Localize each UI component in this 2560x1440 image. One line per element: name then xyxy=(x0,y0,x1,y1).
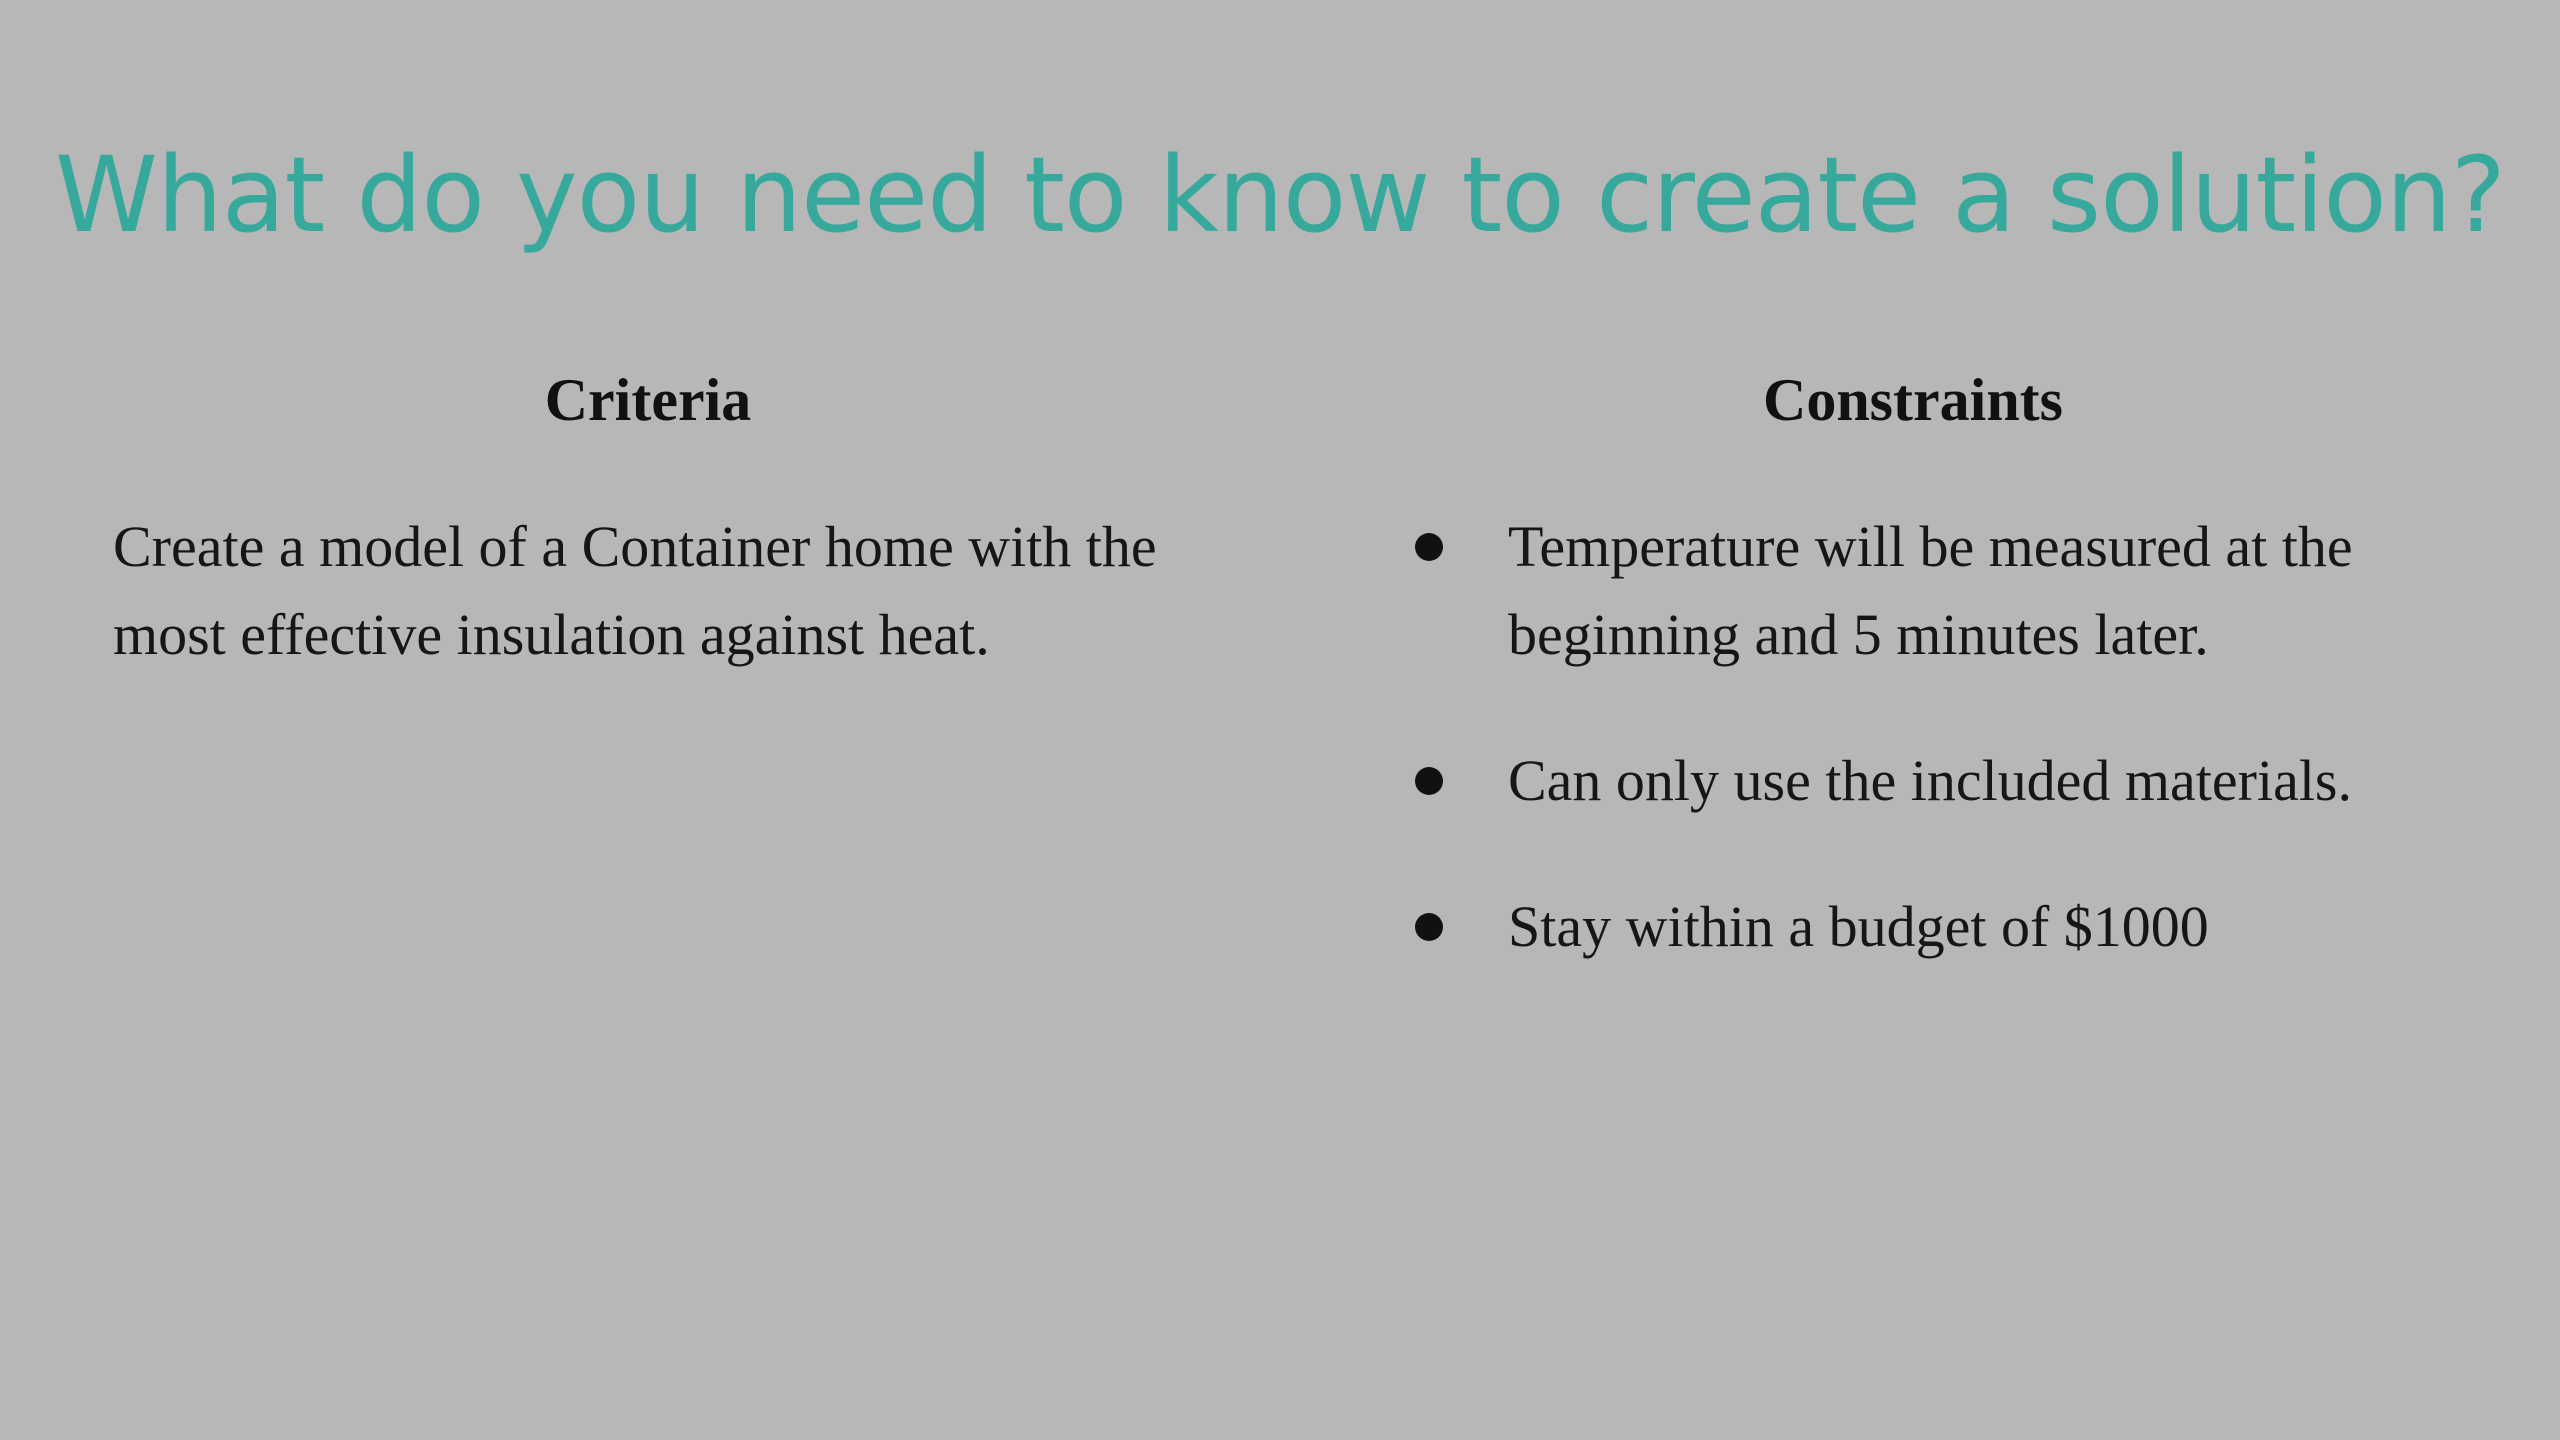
constraint-text: Stay within a budget of $1000 xyxy=(1508,894,2209,959)
constraints-heading: Constraints xyxy=(1762,367,2064,433)
constraint-text: Temperature will be measured at the beginning and 5 minutes later. xyxy=(1508,514,2353,667)
slide-title: What do you need to know to create a solution? xyxy=(55,134,2505,256)
constraint-item xyxy=(1405,503,2495,679)
bullet-icon xyxy=(1415,533,1443,561)
criteria-text: Create a model of a Container home with the most effective insulation against heat. xyxy=(113,514,1157,667)
constraint-item xyxy=(1405,737,2495,825)
constraints-list xyxy=(1405,503,2495,1029)
bullet-icon xyxy=(1415,767,1443,795)
constraint-item xyxy=(1405,883,2495,971)
constraint-text: Can only use the included materials. xyxy=(1508,748,2353,813)
criteria-heading: Criteria xyxy=(544,367,752,433)
bullet-icon xyxy=(1415,913,1443,941)
